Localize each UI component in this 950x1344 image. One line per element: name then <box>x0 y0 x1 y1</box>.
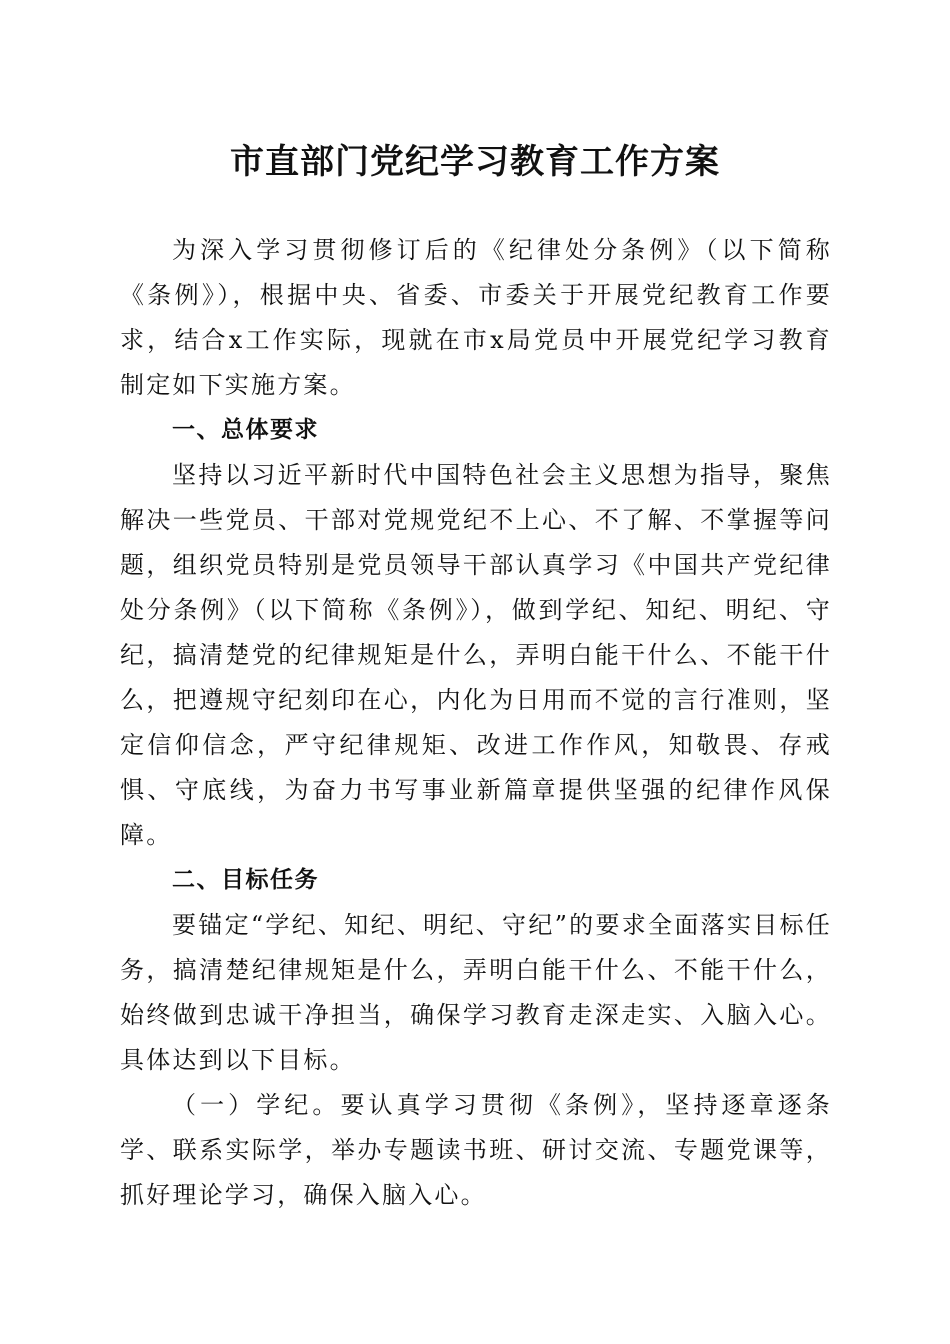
section-2-paragraph: 要锚定“学纪、知纪、明纪、守纪”的要求全面落实目标任务，搞清楚纪律规矩是什么，弄明白能干什么、不能干什么，始终做到忠诚干净担当，确保学习教育走深走实、入脑入心。具体达到以下目标。 <box>120 911 832 1074</box>
section-1-heading: 一、总体要求 <box>172 417 319 443</box>
section-1-paragraph: 坚持以习近平新时代中国特色社会主义思想为指导，聚焦解决一些党员、干部对党规党纪不上心、不了解、不掌握等问题，组织党员特别是党员领导干部认真学习《中国共产党纪律处分条例》（以下简称《条例》），做到学纪、知纪、明纪、守纪，搞清楚党的纪律规矩是什么，弄明白能干什么、不能干什么，把遵规守纪刻印在心，内化为日用而不觉的言行准则，坚定信仰信念，严守纪律规矩、改进工作作风，知敬畏、存戒惧、守底线，为奋力书写事业新篇章提供坚强的纪律作风保障。 <box>120 461 832 849</box>
document-body <box>120 228 832 1218</box>
document-title: 市直部门党纪学习教育工作方案 <box>230 142 720 182</box>
section-2-heading: 二、目标任务 <box>172 867 319 893</box>
intro-paragraph: 为深入学习贯彻修订后的《纪律处分条例》（以下简称《条例》），根据中央、省委、市委关于开展党纪教育工作要求，结合x工作实际，现就在市x局党员中开展党纪学习教育制定如下实施方案。 <box>120 236 832 399</box>
section-2-item-1-paragraph: （一）学纪。要认真学习贯彻《条例》，坚持逐章逐条学、联系实际学，举办专题读书班、研讨交流、专题党课等，抓好理论学习，确保入脑入心。 <box>120 1091 832 1209</box>
